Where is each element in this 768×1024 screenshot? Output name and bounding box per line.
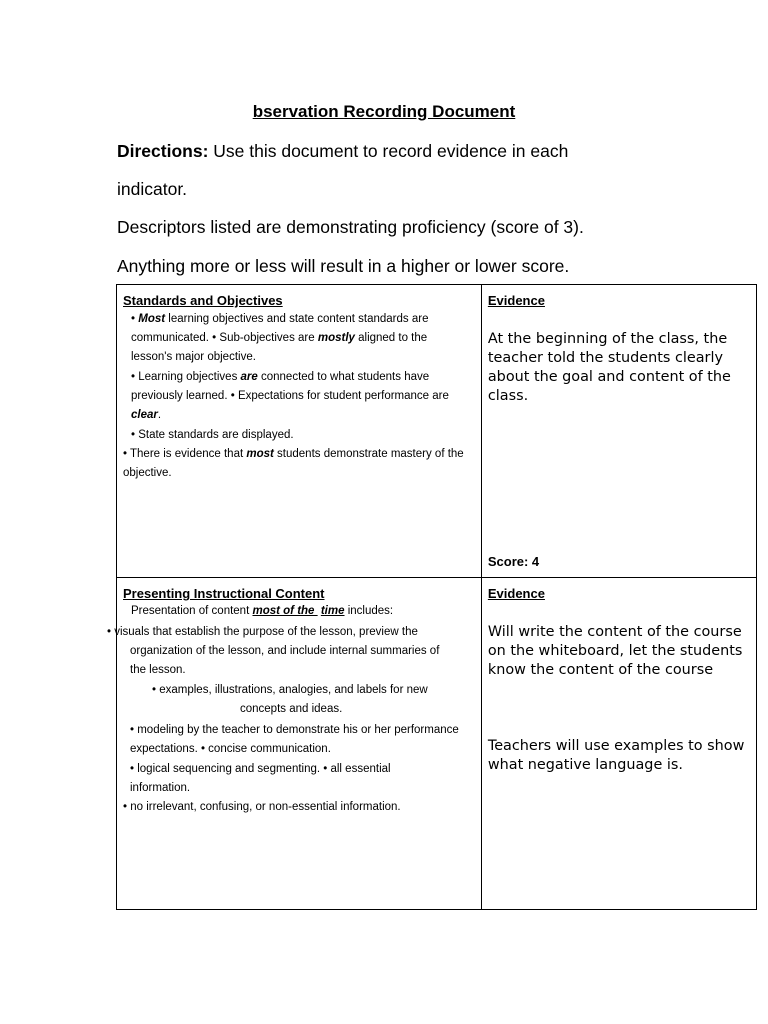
descriptor-line: information. (130, 782, 191, 794)
bullet: • (131, 313, 139, 325)
descriptor-line: lesson's major objective. (131, 351, 256, 363)
score-rule-line: Anything more or less will result in a higher or lower score. (117, 256, 570, 276)
emphasis-clear: clear (131, 409, 158, 421)
evidence-heading: Evidence (487, 293, 545, 308)
descriptor-line: • examples, illustrations, analogies, and labels for new (152, 684, 428, 696)
directions-text: Use this document to record evidence in each (208, 141, 569, 161)
evidence-cell-standards (481, 285, 756, 578)
observation-table (107, 284, 757, 910)
evidence-text: Teachers will use examples to show what negative language is. (487, 738, 745, 773)
evidence-heading: Evidence (487, 586, 545, 601)
descriptor-line: • State standards are displayed. (131, 429, 294, 441)
descriptor-line: organization of the lesson, and include internal summaries of (130, 645, 440, 657)
emphasis-most: most (246, 448, 274, 460)
descriptor-line: • visuals that establish the purpose of the lesson, preview the (107, 626, 418, 638)
section-heading-standards: Standards and Objectives (123, 293, 283, 308)
descriptor-line: previously learned. • Expectations for student performance are (131, 390, 449, 402)
descriptor-line: Descriptors listed are demonstrating proficiency (score of 3). (117, 217, 584, 237)
document-title: bservation Recording Document (252, 102, 516, 121)
table-row (117, 578, 757, 910)
descriptor-line: • modeling by the teacher to demonstrate his or her performance (130, 724, 459, 736)
descriptor-line (131, 368, 429, 387)
emphasis-are: are (240, 371, 258, 383)
directions-label: Directions: (117, 141, 209, 161)
table-row (117, 285, 757, 578)
descriptor-text: students demonstrate mastery of the (273, 448, 464, 460)
score-label: Score: 4 (487, 554, 540, 569)
descriptor-line: concepts and ideas. (240, 703, 343, 715)
descriptor-text: learning objectives and state content standards are (165, 313, 429, 325)
descriptor-text: aligned to the (354, 332, 428, 344)
directions-continuation: indicator. (117, 179, 188, 199)
descriptor-line: objective. (123, 467, 172, 479)
descriptor-text: includes: (344, 605, 394, 617)
descriptor-text: connected to what students have (257, 371, 430, 383)
descriptor-text: communicated. • Sub-objectives are (131, 332, 318, 344)
descriptor-text: Presentation of content (131, 605, 253, 617)
emphasis-most: Most (138, 313, 166, 325)
evidence-text: Will write the content of the course on the whiteboard, let the students know the content of the course (487, 624, 743, 678)
emphasis-mostly: mostly (317, 332, 355, 344)
evidence-cell-instructional-content (481, 578, 756, 910)
directions-paragraph (117, 141, 568, 162)
descriptor-line (123, 445, 464, 464)
descriptor-text: . (157, 409, 162, 421)
section-heading-instructional-content: Presenting Instructional Content (123, 586, 325, 601)
descriptor-line (131, 329, 427, 348)
descriptor-text: • There is evidence that (123, 448, 247, 460)
descriptor-line: • logical sequencing and segmenting. • all essential (130, 763, 391, 775)
instructional-content-cell (107, 578, 482, 910)
evidence-text: At the beginning of the class, the teacher told the students clearly about the goal and content of the class. (487, 331, 731, 404)
descriptor-line: • no irrelevant, confusing, or non-essential information. (123, 801, 401, 813)
descriptor-line (131, 406, 161, 425)
descriptor-line (131, 310, 428, 329)
descriptor-line (131, 602, 393, 621)
descriptor-text: • Learning objectives (131, 371, 241, 383)
emphasis-time: time (320, 605, 345, 617)
standards-objectives-cell (117, 285, 482, 578)
descriptor-line: expectations. • concise communication. (130, 743, 331, 755)
emphasis-most-of-the: most of the (252, 605, 318, 617)
descriptor-line: the lesson. (130, 664, 186, 676)
